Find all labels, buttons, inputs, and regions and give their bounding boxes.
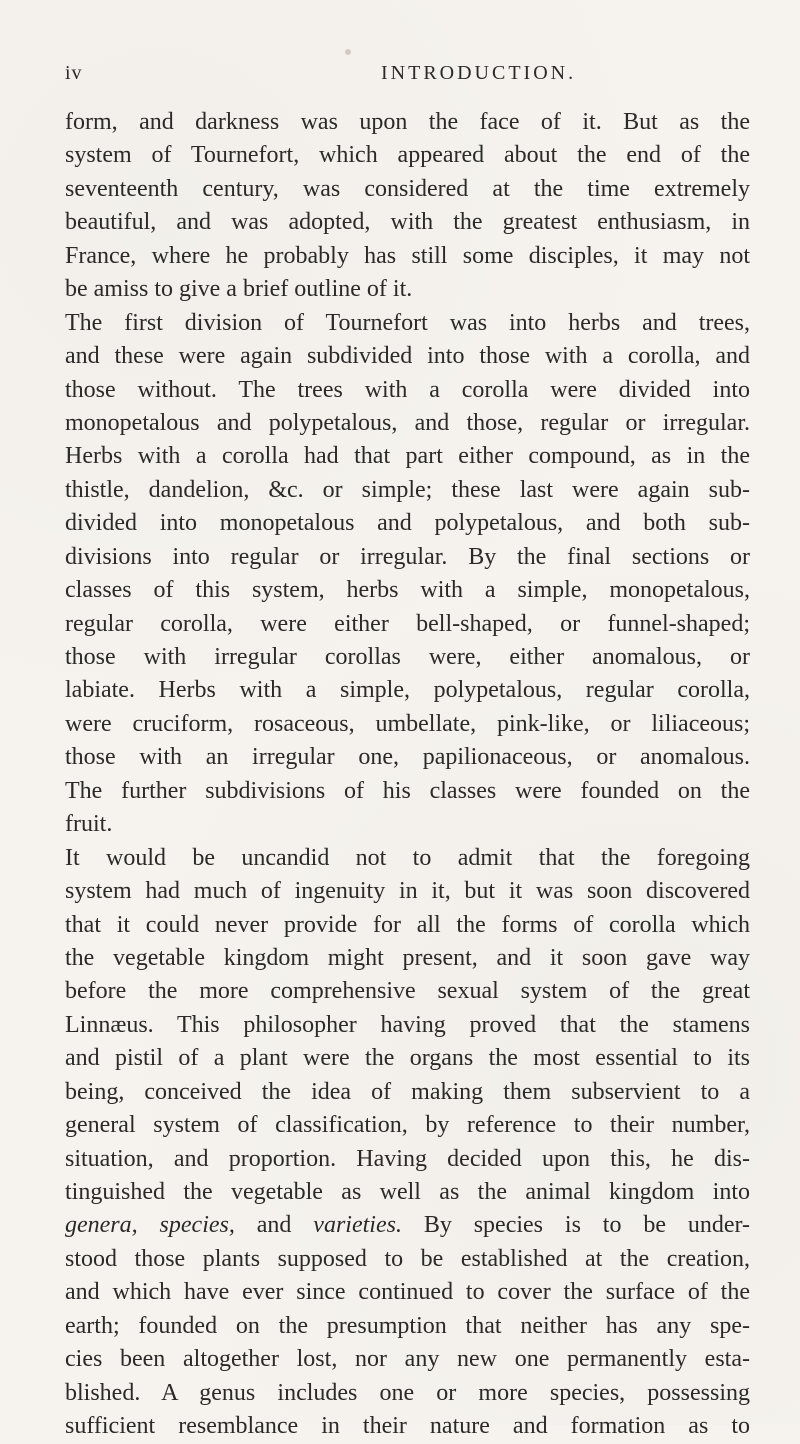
word-and: and xyxy=(256,1212,292,1239)
text-line: Herbs with a corolla had that part either compound, as in the xyxy=(65,443,750,470)
text-line: divided into monopetalous and polypetalous, and both sub- xyxy=(65,510,750,537)
ink-speck xyxy=(345,49,351,55)
text-line: those without. The trees with a corolla were divided into xyxy=(65,376,750,403)
text-line: fruit. xyxy=(65,811,113,838)
text-line: the vegetable kingdom might present, and it soon gave way xyxy=(65,944,750,971)
text-line: general system of classification, by reference to their number, xyxy=(65,1112,750,1139)
text-line: those with an irregular one, papilionaceous, or anomalous. xyxy=(65,744,750,771)
term-varieties: varieties. xyxy=(313,1212,402,1239)
text-line: classes of this system, herbs with a simple, monopetalous, xyxy=(65,577,750,604)
running-title: INTRODUCTION. xyxy=(381,62,577,84)
text-line: be amiss to give a brief outline of it. xyxy=(65,276,413,303)
text-line: labiate. Herbs with a simple, polypetalous, regular corolla, xyxy=(65,677,750,704)
text-line: The first division of Tournefort was into herbs and trees, xyxy=(65,309,750,336)
text-line: and which have ever since continued to cover the surface of the xyxy=(65,1279,750,1306)
text-line: were cruciform, rosaceous, umbellate, pink-like, or liliaceous; xyxy=(65,710,750,737)
page-header xyxy=(65,62,755,86)
text-line: before the more comprehensive sexual system of the great xyxy=(65,978,750,1005)
text-line: and these were again subdivided into those with a corolla, and xyxy=(65,343,750,370)
text-line: divisions into regular or irregular. By the final sections or xyxy=(65,543,750,570)
page-number: iv xyxy=(65,62,83,84)
text-line: Linnæus. This philosopher having proved that the stamens xyxy=(65,1011,750,1038)
term-genera: genera, xyxy=(65,1212,138,1239)
text-line: earth; founded on the presumption that neither has any spe- xyxy=(65,1312,750,1339)
text-line: those with irregular corollas were, either anomalous, or xyxy=(65,644,750,670)
text-line: cies been altogether lost, nor any new one permanently esta- xyxy=(65,1346,750,1373)
page-body xyxy=(65,106,750,1444)
text-line: form, and darkness was upon the face of it. But as the xyxy=(65,109,750,135)
text-line: tinguished the vegetable as well as the animal kingdom into xyxy=(65,1179,750,1205)
text-line: France, where he probably has still some disciples, it may not xyxy=(65,242,750,269)
text-line: seventeenth century, was considered at the time extremely xyxy=(65,175,750,202)
text-line: The further subdivisions of his classes were founded on the xyxy=(65,777,750,804)
text-line: thistle, dandelion, &c. or simple; these last were again sub- xyxy=(65,476,750,503)
text-line: sufficient resemblance in their nature and formation as to xyxy=(65,1413,750,1440)
text-remainder: By species is to be under- xyxy=(423,1212,751,1239)
text-line-with-italics xyxy=(65,1209,750,1242)
text-line: blished. A genus includes one or more species, possessing xyxy=(65,1379,750,1406)
text-line: regular corolla, were either bell-shaped, or funnel-shaped; xyxy=(65,610,750,637)
text-line: system of Tournefort, which appeared about the end of the xyxy=(65,142,750,169)
text-line: It would be uncandid not to admit that the foregoing xyxy=(65,844,750,871)
text-line: being, conceived the idea of making them subservient to a xyxy=(65,1078,750,1105)
text-line: beautiful, and was adopted, with the greatest enthusiasm, in xyxy=(65,209,750,236)
text-line: monopetalous and polypetalous, and those, regular or irregular. xyxy=(65,409,750,436)
text-line: situation, and proportion. Having decided upon this, he dis- xyxy=(65,1145,750,1172)
text-line: that it could never provide for all the forms of corolla which xyxy=(65,911,750,938)
text-line: system had much of ingenuity in it, but it was soon discovered xyxy=(65,878,750,905)
text-line: stood those plants supposed to be established at the creation, xyxy=(65,1245,750,1272)
term-species: species, xyxy=(159,1212,235,1239)
text-line: and pistil of a plant were the organs the most essential to its xyxy=(65,1045,750,1072)
